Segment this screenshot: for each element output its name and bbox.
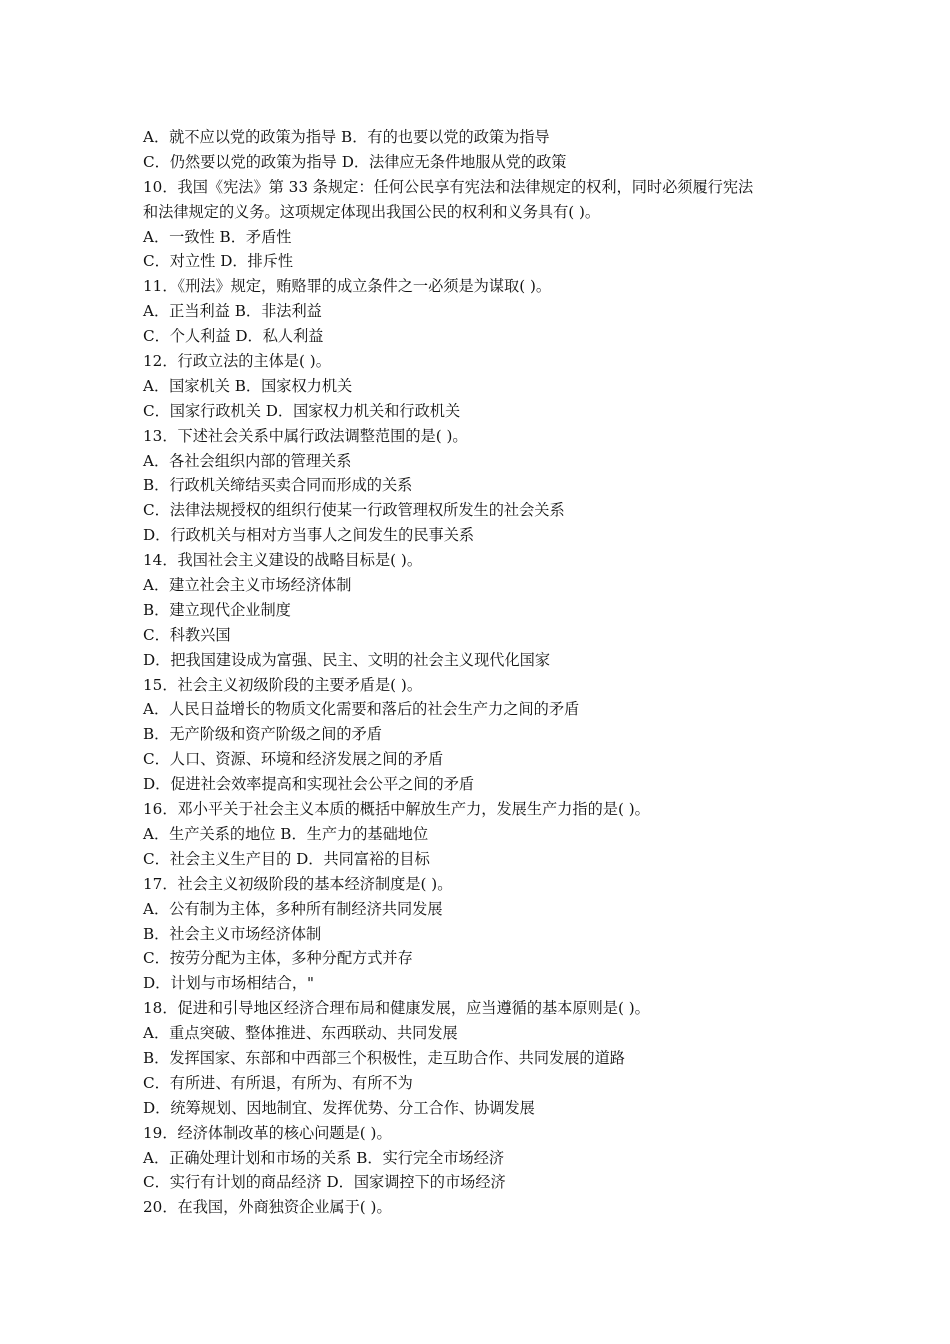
text-line: C．社会主义生产目的 D．共同富裕的目标 <box>143 849 430 868</box>
text-line: A．正当利益 B．非法利益 <box>143 302 322 321</box>
text-line: D．把我国建设成为富强、民主、文明的社会主义现代化国家 <box>143 650 551 669</box>
text-line: 18．促进和引导地区经济合理布局和健康发展，应当遵循的基本原则是( )。 <box>143 999 650 1018</box>
text-line: A．生产关系的地位 B．生产力的基础地位 <box>143 824 429 843</box>
text-line: A．国家机关 B．国家权力机关 <box>143 376 353 395</box>
text-line: C．个人利益 D．私人利益 <box>143 327 324 346</box>
text-line: C．对立性 D．排斥性 <box>143 252 294 271</box>
text-line: 17．社会主义初级阶段的基本经济制度是( )。 <box>143 874 453 893</box>
text-line: C．按劳分配为主体，多种分配方式并存 <box>143 949 413 968</box>
text-line: A．重点突破、整体推进、东西联动、共同发展 <box>143 1024 458 1043</box>
text-line: B．建立现代企业制度 <box>143 600 291 619</box>
text-line: C．人口、资源、环境和经济发展之间的矛盾 <box>143 750 444 769</box>
text-line: C．科教兴国 <box>143 625 231 644</box>
text-line: A．一致性 B．矛盾性 <box>143 227 292 246</box>
text-line: B．发挥国家、东部和中西部三个积极性，走互助合作、共同发展的道路 <box>143 1048 625 1067</box>
text-line: 12．行政立法的主体是( )。 <box>143 352 331 371</box>
text-line: 11．《刑法》规定，贿赂罪的成立条件之一必须是为谋取( )。 <box>143 277 552 296</box>
text-line: C．法律法规授权的组织行使某一行政管理权所发生的社会关系 <box>143 501 565 520</box>
text-line: 20．在我国，外商独资企业属于( )。 <box>143 1198 392 1217</box>
text-line: A．就不应以党的政策为指导 B．有的也要以党的政策为指导 <box>143 128 550 146</box>
text-line: 16．邓小平关于社会主义本质的概括中解放生产力，发展生产力指的是( )。 <box>143 800 650 819</box>
text-line: B．社会主义市场经济体制 <box>143 924 322 943</box>
text-line: 10．我国《宪法》第 33 条规定：任何公民享有宪法和法律规定的权利，同时必须履行宪法 <box>143 177 754 196</box>
text-line: 13．下述社会关系中属行政法调整范围的是( )。 <box>143 426 468 445</box>
text-line: A．建立社会主义市场经济体制 <box>143 576 352 595</box>
text-line: A．正确处理计划和市场的关系 B．实行完全市场经济 <box>143 1148 505 1167</box>
text-line: C．实行有计划的商品经济 D．国家调控下的市场经济 <box>143 1173 506 1192</box>
text-line: A．公有制为主体，多种所有制经济共同发展 <box>143 899 443 918</box>
text-line: D．促进社会效率提高和实现社会公平之间的矛盾 <box>143 775 475 794</box>
text-line: B．无产阶级和资产阶级之间的矛盾 <box>143 725 382 744</box>
document-body <box>143 125 813 1220</box>
text-line: C．有所进、有所退，有所为、有所不为 <box>143 1073 413 1092</box>
text-line: C．仍然要以党的政策为指导 D．法律应无条件地服从党的政策 <box>143 152 567 171</box>
text-line: 14．我国社会主义建设的战略目标是( )。 <box>143 551 423 570</box>
text-line: C．国家行政机关 D．国家权力机关和行政机关 <box>143 401 461 420</box>
text-line: 和法律规定的义务。这项规定体现出我国公民的权利和义务具有( )。 <box>143 202 601 221</box>
text-line: A．各社会组织内部的管理关系 <box>143 451 352 470</box>
text-line: 15．社会主义初级阶段的主要矛盾是( )。 <box>143 675 423 694</box>
text-line: D．计划与市场相结合，" <box>143 974 315 993</box>
text-line: D．行政机关与相对方当事人之间发生的民事关系 <box>143 526 475 545</box>
text-line: D．统筹规划、因地制宜、发挥优势、分工合作、协调发展 <box>143 1098 535 1117</box>
text-line: 19．经济体制改革的核心问题是( )。 <box>143 1123 392 1142</box>
text-line: A．人民日益增长的物质文化需要和落后的社会生产力之间的矛盾 <box>143 700 580 719</box>
text-line: B．行政机关缔结买卖合同而形成的关系 <box>143 476 413 495</box>
